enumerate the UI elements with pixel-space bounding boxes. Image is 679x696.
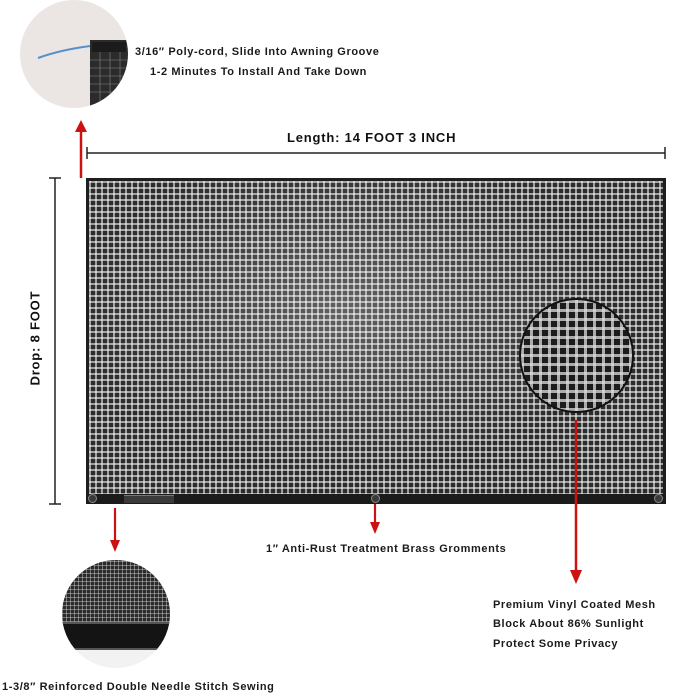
drop-label: Drop: 8 FOOT bbox=[27, 290, 43, 386]
length-dimension-line bbox=[84, 146, 668, 160]
grommet-left bbox=[88, 494, 97, 503]
stitch-closeup-image bbox=[62, 560, 170, 668]
poly-cord-line-2: 1-2 Minutes To Install And Take Down bbox=[150, 66, 367, 78]
poly-cord-illustration bbox=[20, 0, 128, 108]
poly-cord-line-1: 3/16″ Poly-cord, Slide Into Awning Groove bbox=[135, 46, 380, 58]
down-arrow-icon bbox=[567, 418, 585, 588]
mesh-closeup-image bbox=[519, 298, 634, 413]
poly-cord-detail-image bbox=[20, 0, 128, 108]
mesh-feature-line-3: Protect Some Privacy bbox=[493, 638, 619, 650]
grommets-label: 1″ Anti-Rust Treatment Brass Gromments bbox=[266, 543, 507, 555]
grommet-right bbox=[654, 494, 663, 503]
mesh-feature-line-1: Premium Vinyl Coated Mesh bbox=[493, 599, 656, 611]
drop-dimension-line bbox=[48, 176, 62, 506]
brand-logo-icon bbox=[124, 495, 174, 503]
down-arrow-icon bbox=[106, 506, 124, 554]
length-label: Length: 14 FOOT 3 INCH bbox=[287, 130, 457, 145]
stitch-hem-band bbox=[62, 622, 170, 650]
stitch-mesh-area bbox=[62, 560, 170, 622]
mesh-feature-line-2: Block About 86% Sunlight bbox=[493, 618, 644, 630]
down-arrow-icon bbox=[366, 502, 384, 536]
stitch-label: 1-3/8″ Reinforced Double Needle Stitch Sewing bbox=[2, 681, 275, 693]
